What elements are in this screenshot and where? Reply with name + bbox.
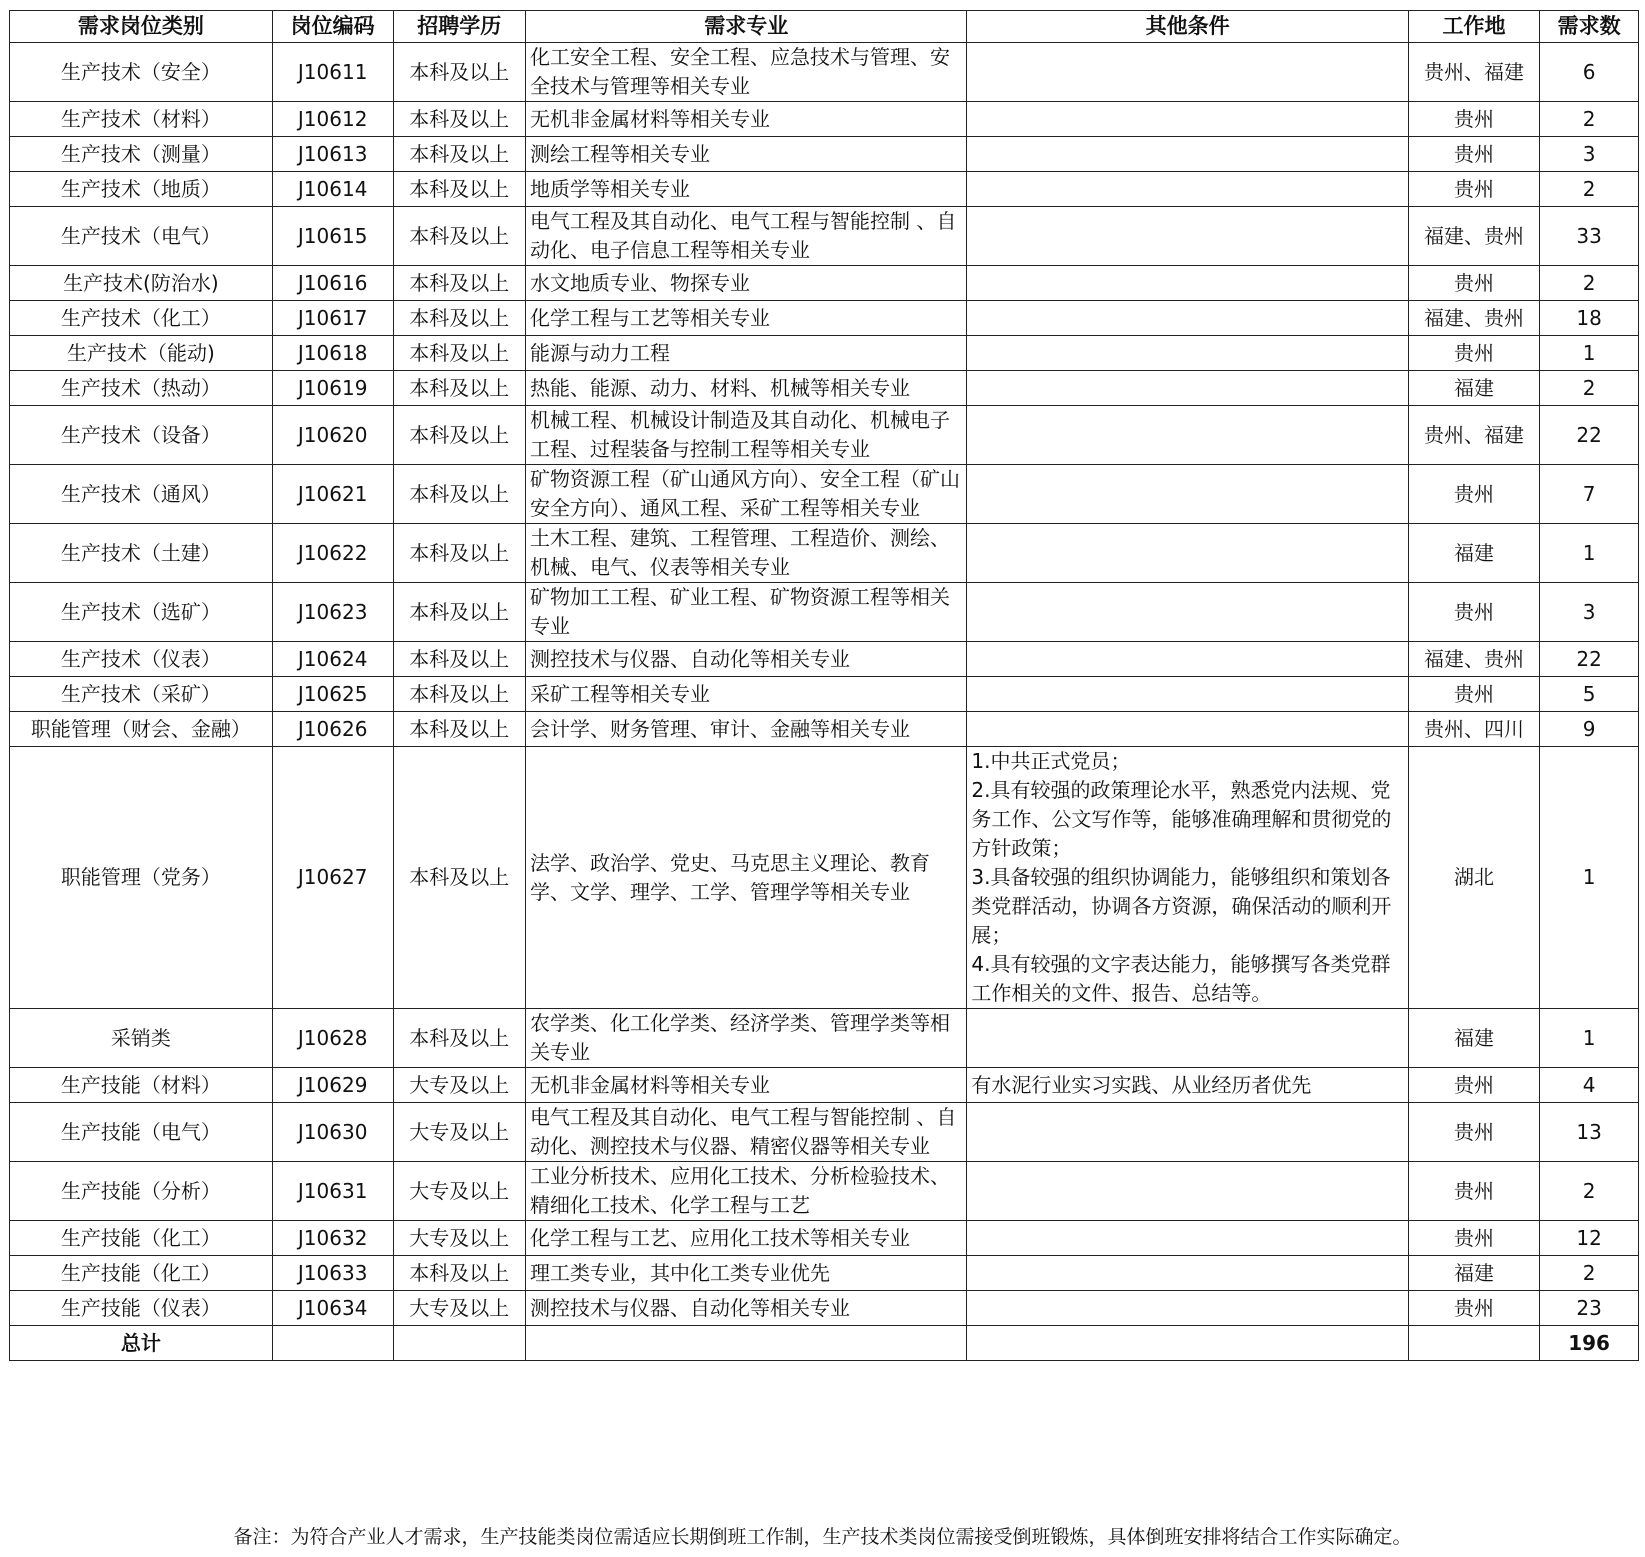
total-label: 总计 bbox=[10, 1326, 273, 1361]
table-row bbox=[10, 406, 1639, 465]
cell-education: 本科及以上 bbox=[393, 524, 525, 583]
cell-category: 生产技术（热动） bbox=[10, 371, 273, 406]
cell-major: 理工类专业，其中化工类专业优先 bbox=[526, 1256, 967, 1291]
cell-code: J10615 bbox=[272, 207, 393, 266]
condition-line: 有水泥行业实习实践、从业经历者优先 bbox=[971, 1072, 1312, 1097]
cell-location: 贵州 bbox=[1408, 336, 1539, 371]
table-row bbox=[10, 102, 1639, 137]
cell-code: J10627 bbox=[272, 747, 393, 1009]
cell-major: 会计学、财务管理、审计、金融等相关专业 bbox=[526, 712, 967, 747]
cell-conditions bbox=[967, 371, 1408, 406]
cell-category: 生产技术（通风） bbox=[10, 465, 273, 524]
cell-code: J10624 bbox=[272, 642, 393, 677]
cell-code: J10617 bbox=[272, 301, 393, 336]
cell-education: 本科及以上 bbox=[393, 406, 525, 465]
table-body bbox=[10, 43, 1639, 1326]
cell-major: 采矿工程等相关专业 bbox=[526, 677, 967, 712]
header-major: 需求专业 bbox=[526, 11, 967, 43]
cell-category: 职能管理（财会、金融） bbox=[10, 712, 273, 747]
cell-code: J10616 bbox=[272, 266, 393, 301]
cell-location: 贵州 bbox=[1408, 1103, 1539, 1162]
cell-conditions bbox=[967, 1291, 1408, 1326]
cell-code: J10631 bbox=[272, 1162, 393, 1221]
cell-category: 生产技术（选矿） bbox=[10, 583, 273, 642]
cell-count: 4 bbox=[1540, 1068, 1639, 1103]
cell-count: 3 bbox=[1540, 583, 1639, 642]
cell-category: 生产技能（仪表） bbox=[10, 1291, 273, 1326]
cell-education: 本科及以上 bbox=[393, 642, 525, 677]
cell-education: 大专及以上 bbox=[393, 1221, 525, 1256]
cell-count: 18 bbox=[1540, 301, 1639, 336]
cell-major: 地质学等相关专业 bbox=[526, 172, 967, 207]
table-row bbox=[10, 1256, 1639, 1291]
cell-category: 生产技术（能动) bbox=[10, 336, 273, 371]
cell-conditions bbox=[967, 102, 1408, 137]
cell-location: 福建、贵州 bbox=[1408, 207, 1539, 266]
cell-category: 生产技能（化工） bbox=[10, 1256, 273, 1291]
cell-education: 大专及以上 bbox=[393, 1162, 525, 1221]
cell-education: 本科及以上 bbox=[393, 1009, 525, 1068]
table-row bbox=[10, 1068, 1639, 1103]
cell-code: J10614 bbox=[272, 172, 393, 207]
cell-major: 电气工程及其自动化、电气工程与智能控制 、自动化、测控技术与仪器、精密仪器等相关专业 bbox=[526, 1103, 967, 1162]
cell-category: 生产技术（土建） bbox=[10, 524, 273, 583]
cell-conditions bbox=[967, 172, 1408, 207]
cell-major: 无机非金属材料等相关专业 bbox=[526, 1068, 967, 1103]
cell-location: 贵州、福建 bbox=[1408, 406, 1539, 465]
cell-location: 贵州 bbox=[1408, 137, 1539, 172]
cell-count: 7 bbox=[1540, 465, 1639, 524]
cell-location: 贵州、福建 bbox=[1408, 43, 1539, 102]
table-row bbox=[10, 524, 1639, 583]
cell-location: 贵州 bbox=[1408, 583, 1539, 642]
cell-code: J10622 bbox=[272, 524, 393, 583]
cell-conditions bbox=[967, 1068, 1408, 1103]
cell-category: 生产技术（电气） bbox=[10, 207, 273, 266]
cell-category: 生产技能（化工） bbox=[10, 1221, 273, 1256]
cell-conditions bbox=[967, 406, 1408, 465]
cell-location: 贵州 bbox=[1408, 465, 1539, 524]
cell-conditions bbox=[967, 43, 1408, 102]
table-row bbox=[10, 137, 1639, 172]
cell-category: 生产技术（采矿） bbox=[10, 677, 273, 712]
cell-location: 福建、贵州 bbox=[1408, 642, 1539, 677]
table-row bbox=[10, 172, 1639, 207]
cell-education: 本科及以上 bbox=[393, 371, 525, 406]
cell-major: 工业分析技术、应用化工技术、分析检验技术、精细化工技术、化学工程与工艺 bbox=[526, 1162, 967, 1221]
table-header-row bbox=[10, 11, 1639, 43]
cell-count: 9 bbox=[1540, 712, 1639, 747]
cell-major: 法学、政治学、党史、马克思主义理论、教育学、文学、理学、工学、管理学等相关专业 bbox=[526, 747, 967, 1009]
cell-category: 生产技能（材料） bbox=[10, 1068, 273, 1103]
cell-major: 化工安全工程、安全工程、应急技术与管理、安全技术与管理等相关专业 bbox=[526, 43, 967, 102]
cell-code: J10630 bbox=[272, 1103, 393, 1162]
total-count: 196 bbox=[1540, 1326, 1639, 1361]
cell-category: 生产技术（地质） bbox=[10, 172, 273, 207]
cell-code: J10619 bbox=[272, 371, 393, 406]
cell-category: 职能管理（党务） bbox=[10, 747, 273, 1009]
cell-major: 水文地质专业、物探专业 bbox=[526, 266, 967, 301]
cell-count: 1 bbox=[1540, 1009, 1639, 1068]
cell-location: 福建、贵州 bbox=[1408, 301, 1539, 336]
cell-major: 无机非金属材料等相关专业 bbox=[526, 102, 967, 137]
cell-conditions bbox=[967, 712, 1408, 747]
header-category: 需求岗位类别 bbox=[10, 11, 273, 43]
table-row bbox=[10, 266, 1639, 301]
cell-education: 本科及以上 bbox=[393, 266, 525, 301]
cell-location: 贵州 bbox=[1408, 1068, 1539, 1103]
cell-code: J10611 bbox=[272, 43, 393, 102]
cell-count: 22 bbox=[1540, 642, 1639, 677]
cell-category: 生产技术（测量） bbox=[10, 137, 273, 172]
cell-education: 本科及以上 bbox=[393, 43, 525, 102]
cell-location: 贵州 bbox=[1408, 1162, 1539, 1221]
cell-count: 13 bbox=[1540, 1103, 1639, 1162]
cell-education: 本科及以上 bbox=[393, 677, 525, 712]
cell-education: 大专及以上 bbox=[393, 1291, 525, 1326]
cell-conditions bbox=[967, 207, 1408, 266]
cell-count: 2 bbox=[1540, 266, 1639, 301]
table-row bbox=[10, 1162, 1639, 1221]
cell-count: 33 bbox=[1540, 207, 1639, 266]
cell-category: 生产技术（设备） bbox=[10, 406, 273, 465]
table-row bbox=[10, 301, 1639, 336]
cell-count: 2 bbox=[1540, 1256, 1639, 1291]
cell-location: 贵州、四川 bbox=[1408, 712, 1539, 747]
cell-location: 贵州 bbox=[1408, 1291, 1539, 1326]
cell-location: 贵州 bbox=[1408, 172, 1539, 207]
cell-count: 2 bbox=[1540, 172, 1639, 207]
footnote: 备注：为符合产业人才需求，生产技能类岗位需适应长期倒班工作制，生产技术类岗位需接受倒班锻炼，具体倒班安排将结合工作实际确定。 bbox=[233, 1526, 1412, 1548]
cell-count: 2 bbox=[1540, 1162, 1639, 1221]
cell-location: 湖北 bbox=[1408, 747, 1539, 1009]
cell-conditions bbox=[967, 336, 1408, 371]
cell-code: J10633 bbox=[272, 1256, 393, 1291]
cell-location: 贵州 bbox=[1408, 102, 1539, 137]
cell-education: 本科及以上 bbox=[393, 712, 525, 747]
table-row bbox=[10, 1221, 1639, 1256]
cell-conditions bbox=[967, 583, 1408, 642]
cell-major: 测绘工程等相关专业 bbox=[526, 137, 967, 172]
cell-education: 大专及以上 bbox=[393, 1103, 525, 1162]
cell-major: 能源与动力工程 bbox=[526, 336, 967, 371]
cell-conditions bbox=[967, 1009, 1408, 1068]
total-empty-cell bbox=[272, 1326, 393, 1361]
header-conditions: 其他条件 bbox=[967, 11, 1408, 43]
cell-major: 热能、能源、动力、材料、机械等相关专业 bbox=[526, 371, 967, 406]
cell-conditions bbox=[967, 266, 1408, 301]
cell-conditions bbox=[967, 642, 1408, 677]
cell-code: J10620 bbox=[272, 406, 393, 465]
cell-category: 生产技术（材料） bbox=[10, 102, 273, 137]
cell-location: 贵州 bbox=[1408, 677, 1539, 712]
cell-conditions bbox=[967, 524, 1408, 583]
cell-category: 生产技术（安全） bbox=[10, 43, 273, 102]
header-count: 需求数 bbox=[1540, 11, 1639, 43]
condition-line: 4.具有较强的文字表达能力，能够撰写各类党群工作相关的文件、报告、总结等。 bbox=[971, 952, 1391, 1005]
cell-major: 矿物加工工程、矿业工程、矿物资源工程等相关专业 bbox=[526, 583, 967, 642]
table-row bbox=[10, 1291, 1639, 1326]
cell-education: 本科及以上 bbox=[393, 583, 525, 642]
total-empty-cell bbox=[393, 1326, 525, 1361]
table-row bbox=[10, 583, 1639, 642]
cell-major: 测控技术与仪器、自动化等相关专业 bbox=[526, 1291, 967, 1326]
cell-count: 6 bbox=[1540, 43, 1639, 102]
table-row bbox=[10, 712, 1639, 747]
cell-code: J10613 bbox=[272, 137, 393, 172]
table-row bbox=[10, 43, 1639, 102]
recruitment-table bbox=[9, 10, 1639, 1361]
cell-category: 采销类 bbox=[10, 1009, 273, 1068]
cell-code: J10625 bbox=[272, 677, 393, 712]
cell-code: J10623 bbox=[272, 583, 393, 642]
cell-conditions bbox=[967, 301, 1408, 336]
header-code: 岗位编码 bbox=[272, 11, 393, 43]
cell-major: 测控技术与仪器、自动化等相关专业 bbox=[526, 642, 967, 677]
cell-location: 福建 bbox=[1408, 524, 1539, 583]
cell-category: 生产技能（电气） bbox=[10, 1103, 273, 1162]
cell-education: 本科及以上 bbox=[393, 465, 525, 524]
cell-category: 生产技术（仪表） bbox=[10, 642, 273, 677]
cell-education: 本科及以上 bbox=[393, 1256, 525, 1291]
cell-code: J10634 bbox=[272, 1291, 393, 1326]
cell-count: 1 bbox=[1540, 747, 1639, 1009]
cell-conditions bbox=[967, 1221, 1408, 1256]
header-location: 工作地 bbox=[1408, 11, 1539, 43]
table-row bbox=[10, 465, 1639, 524]
table-row bbox=[10, 207, 1639, 266]
cell-major: 矿物资源工程（矿山通风方向）、安全工程（矿山安全方向）、通风工程、采矿工程等相关专业 bbox=[526, 465, 967, 524]
cell-conditions bbox=[967, 1103, 1408, 1162]
cell-conditions bbox=[967, 137, 1408, 172]
cell-code: J10618 bbox=[272, 336, 393, 371]
cell-count: 2 bbox=[1540, 371, 1639, 406]
cell-location: 贵州 bbox=[1408, 1221, 1539, 1256]
cell-conditions bbox=[967, 747, 1408, 1009]
cell-major: 土木工程、建筑、工程管理、工程造价、测绘、机械、电气、仪表等相关专业 bbox=[526, 524, 967, 583]
cell-code: J10626 bbox=[272, 712, 393, 747]
total-empty-cell bbox=[1408, 1326, 1539, 1361]
table-row bbox=[10, 371, 1639, 406]
header-education: 招聘学历 bbox=[393, 11, 525, 43]
cell-code: J10628 bbox=[272, 1009, 393, 1068]
cell-category: 生产技术（化工） bbox=[10, 301, 273, 336]
cell-education: 大专及以上 bbox=[393, 1068, 525, 1103]
total-empty-cell bbox=[967, 1326, 1408, 1361]
total-empty-cell bbox=[526, 1326, 967, 1361]
total-row bbox=[10, 1326, 1639, 1361]
cell-count: 22 bbox=[1540, 406, 1639, 465]
table-row bbox=[10, 1009, 1639, 1068]
cell-conditions bbox=[967, 1162, 1408, 1221]
cell-education: 本科及以上 bbox=[393, 102, 525, 137]
cell-education: 本科及以上 bbox=[393, 301, 525, 336]
table-row bbox=[10, 336, 1639, 371]
cell-major: 化学工程与工艺等相关专业 bbox=[526, 301, 967, 336]
cell-count: 1 bbox=[1540, 524, 1639, 583]
cell-major: 机械工程、机械设计制造及其自动化、机械电子工程、过程装备与控制工程等相关专业 bbox=[526, 406, 967, 465]
cell-code: J10632 bbox=[272, 1221, 393, 1256]
condition-line: 3.具备较强的组织协调能力，能够组织和策划各类党群活动，协调各方资源，确保活动的顺利开展； bbox=[971, 865, 1392, 947]
cell-code: J10629 bbox=[272, 1068, 393, 1103]
cell-conditions bbox=[967, 1256, 1408, 1291]
cell-education: 本科及以上 bbox=[393, 172, 525, 207]
cell-count: 3 bbox=[1540, 137, 1639, 172]
cell-education: 本科及以上 bbox=[393, 207, 525, 266]
cell-major: 电气工程及其自动化、电气工程与智能控制 、自动化、电子信息工程等相关专业 bbox=[526, 207, 967, 266]
table-row bbox=[10, 677, 1639, 712]
table-row bbox=[10, 1103, 1639, 1162]
condition-line: 1.中共正式党员； bbox=[971, 749, 1131, 773]
cell-count: 1 bbox=[1540, 336, 1639, 371]
cell-education: 本科及以上 bbox=[393, 336, 525, 371]
table-row bbox=[10, 642, 1639, 677]
cell-category: 生产技术(防治水) bbox=[10, 266, 273, 301]
cell-count: 2 bbox=[1540, 102, 1639, 137]
cell-education: 本科及以上 bbox=[393, 747, 525, 1009]
cell-category: 生产技能（分析） bbox=[10, 1162, 273, 1221]
cell-location: 福建 bbox=[1408, 371, 1539, 406]
cell-education: 本科及以上 bbox=[393, 137, 525, 172]
cell-count: 5 bbox=[1540, 677, 1639, 712]
cell-location: 福建 bbox=[1408, 1009, 1539, 1068]
cell-code: J10621 bbox=[272, 465, 393, 524]
cell-count: 12 bbox=[1540, 1221, 1639, 1256]
cell-code: J10612 bbox=[272, 102, 393, 137]
condition-line: 2.具有较强的政策理论水平，熟悉党内法规、党务工作、公文写作等，能够准确理解和贯彻党的方针政策； bbox=[971, 778, 1392, 860]
cell-location: 福建 bbox=[1408, 1256, 1539, 1291]
cell-major: 农学类、化工化学类、经济学类、管理学类等相关专业 bbox=[526, 1009, 967, 1068]
cell-location: 贵州 bbox=[1408, 266, 1539, 301]
table-row bbox=[10, 747, 1639, 1009]
cell-conditions bbox=[967, 677, 1408, 712]
cell-conditions bbox=[967, 465, 1408, 524]
cell-major: 化学工程与工艺、应用化工技术等相关专业 bbox=[526, 1221, 967, 1256]
cell-count: 23 bbox=[1540, 1291, 1639, 1326]
